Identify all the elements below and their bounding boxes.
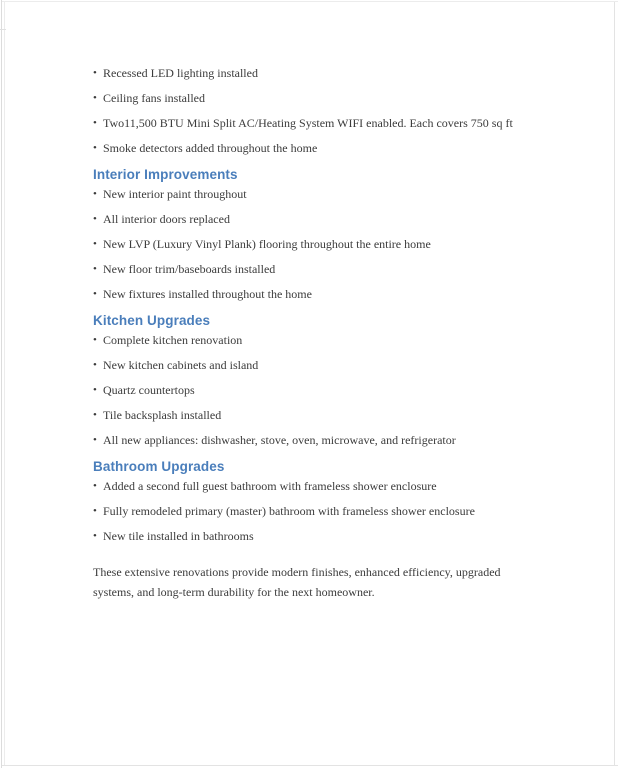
bullet-marker-icon: • [93,359,97,371]
list-item [93,504,505,519]
list-item [93,333,505,348]
list-item [93,433,505,448]
list-item [93,66,505,81]
list-item [93,408,505,423]
list-item-text: New tile installed in bathrooms [103,529,254,543]
list-item-text: Two11,500 BTU Mini Split AC/Heating System WIFI enabled. Each covers 750 sq ft [103,116,513,130]
list-item [93,383,505,398]
bullet-marker-icon: • [93,480,97,492]
list-item-text: New kitchen cabinets and island [103,358,259,372]
list-item [93,287,505,302]
section-bathroom-upgrades [93,458,505,544]
list-item [93,212,505,227]
list-item [93,529,505,544]
section-intro [93,66,513,156]
list-item-text: Added a second full guest bathroom with frameless shower enclosure [103,479,437,493]
page-border-left-tick [0,29,6,30]
bullet-list [93,479,505,544]
bullet-marker-icon: • [93,505,97,517]
bullet-list [93,187,505,302]
bullet-marker-icon: • [93,409,97,421]
section-heading: Interior Improvements [93,167,238,182]
page-border-left-inner [4,2,5,765]
bullet-marker-icon: • [93,213,97,225]
list-item-text: Recessed LED lighting installed [103,66,258,80]
page-border-top [2,1,618,2]
list-item [93,237,505,252]
list-item [93,141,505,156]
closing-paragraph: These extensive renovations provide modern finishes, enhanced efficiency, upgraded systems, and long-term durability for the next homeowner. [93,565,501,599]
section-interior-improvements [93,166,505,302]
list-item-text: New fixtures installed throughout the home [103,287,312,301]
bullet-marker-icon: • [93,67,97,79]
page-border-left-outer [1,0,2,768]
list-item [93,262,505,277]
bullet-list [93,66,513,156]
list-item-text: Smoke detectors added throughout the home [103,141,318,155]
list-item [93,91,505,106]
list-item [93,479,505,494]
bullet-marker-icon: • [93,92,97,104]
bullet-marker-icon: • [93,238,97,250]
section-heading: Bathroom Upgrades [93,459,225,474]
bullet-marker-icon: • [93,384,97,396]
list-item-text: All interior doors replaced [103,212,230,226]
list-item [93,358,505,373]
bullet-marker-icon: • [93,334,97,346]
list-item-text: New interior paint throughout [103,187,247,201]
bullet-list [93,333,505,448]
bullet-marker-icon: • [93,434,97,446]
bullet-marker-icon: • [93,530,97,542]
bullet-marker-icon: • [93,288,97,300]
list-item-text: New LVP (Luxury Vinyl Plank) flooring throughout the entire home [103,237,431,251]
list-item-text: New floor trim/baseboards installed [103,262,276,276]
list-item [93,116,513,131]
section-kitchen-upgrades [93,312,505,448]
section-heading: Kitchen Upgrades [93,313,211,328]
bullet-marker-icon: • [93,188,97,200]
list-item [93,187,505,202]
list-item-text: Ceiling fans installed [103,91,205,105]
bullet-marker-icon: • [93,117,97,129]
page-border-right [614,2,615,765]
list-item-text: Complete kitchen renovation [103,333,243,347]
list-item-text: All new appliances: dishwasher, stove, oven, microwave, and refrigerator [103,433,456,447]
list-item-text: Fully remodeled primary (master) bathroom with frameless shower enclosure [103,504,475,518]
bullet-marker-icon: • [93,263,97,275]
page-border-bottom [2,765,618,766]
list-item-text: Quartz countertops [103,383,195,397]
bullet-marker-icon: • [93,142,97,154]
document-body [93,66,513,602]
list-item-text: Tile backsplash installed [103,408,222,422]
